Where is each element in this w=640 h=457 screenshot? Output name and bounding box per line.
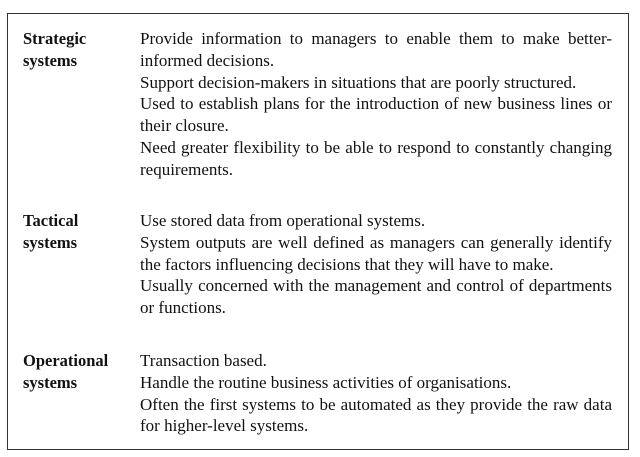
row-description xyxy=(140,28,612,181)
row-description xyxy=(140,210,612,319)
row-label-line: systems xyxy=(23,372,78,392)
row-label-line: systems xyxy=(23,50,78,70)
description-item: System outputs are well defined as managers can generally identify the factors influencing decisions that they will have to make. xyxy=(140,232,612,274)
description-item: Usually concerned with the management and control of departments or functions. xyxy=(140,276,612,318)
row-label-line: Operational xyxy=(23,351,109,370)
row-label-line: Tactical xyxy=(23,211,79,230)
row-description xyxy=(140,350,612,437)
description-item: Often the first systems to be automated as they provide the raw data for higher-level systems. xyxy=(140,394,612,436)
row-label xyxy=(23,28,133,72)
description-item: Use stored data from operational systems. xyxy=(140,211,426,230)
description-item: Provide information to managers to enable them to make better-informed decisions. xyxy=(140,29,612,70)
description-item: Support decision-makers in situations that are poorly structured. xyxy=(140,72,577,92)
row-label xyxy=(23,350,133,394)
row-label-line: Strategic xyxy=(23,29,87,48)
description-item: Handle the routine business activities of organisations. xyxy=(140,372,512,392)
row-label xyxy=(23,210,133,254)
description-item: Transaction based. xyxy=(140,351,267,370)
description-item: Used to establish plans for the introduction of new business lines or their closure. xyxy=(140,94,612,136)
systems-table xyxy=(7,13,629,450)
row-label-line: systems xyxy=(23,232,78,252)
description-item: Need greater flexibility to be able to respond to constantly changing requirements. xyxy=(140,137,612,179)
